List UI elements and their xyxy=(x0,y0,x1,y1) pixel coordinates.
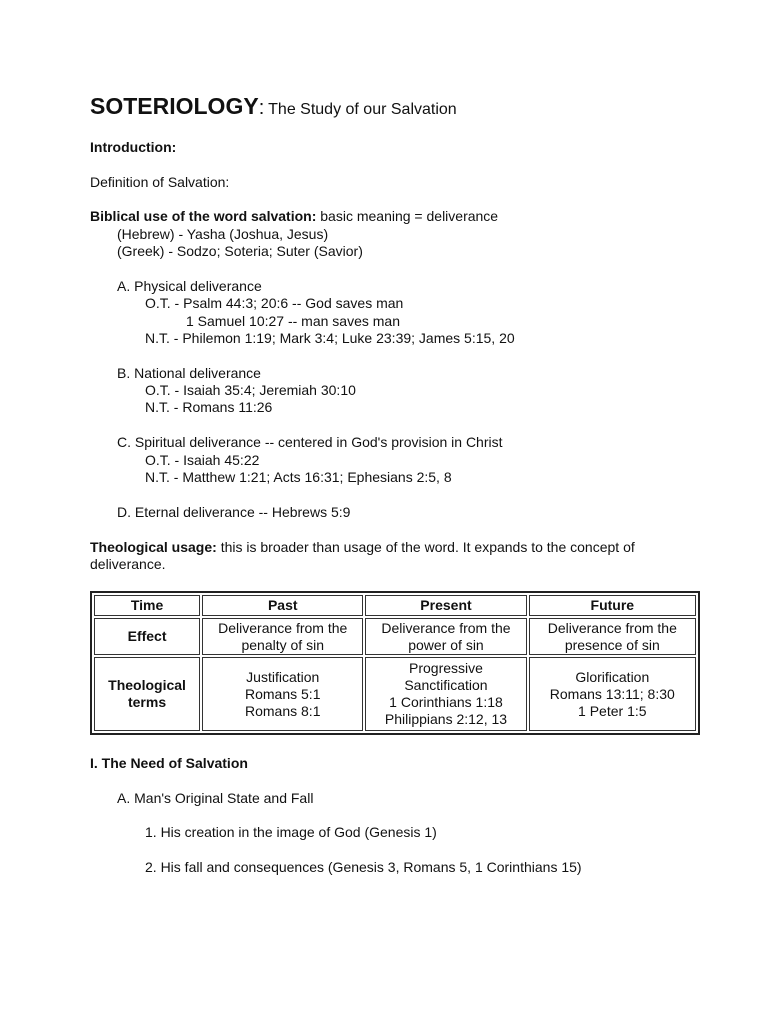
cell-line: power of sin xyxy=(408,636,484,653)
header-cell: Past xyxy=(202,595,363,616)
theological-usage-line xyxy=(90,539,635,556)
row-label-line: terms xyxy=(127,694,167,710)
cell-line: 1 Corinthians 1:18 xyxy=(389,694,503,710)
spiritual-nt: N.T. - Matthew 1:21; Acts 16:31; Ephesians 2:5, 8 xyxy=(145,469,452,485)
definition-line: Definition of Salvation: xyxy=(90,174,230,190)
cell-line: Romans 8:1 xyxy=(245,702,321,719)
section-subheading-a: A. Man's Original State and Fall xyxy=(117,790,314,806)
table-row-terms xyxy=(94,657,696,731)
section-heading-need: I. The Need of Salvation xyxy=(90,755,248,771)
cell-line: Philippians 2:12, 13 xyxy=(384,711,508,727)
cell-line: Romans 5:1 xyxy=(245,685,321,702)
cell-line: Deliverance from the xyxy=(218,619,348,636)
biblical-use-label: Biblical use of the word salvation: xyxy=(90,208,317,224)
cell-line: Glorification xyxy=(575,668,650,685)
table-header-row xyxy=(94,595,696,616)
cell-line: Deliverance from the xyxy=(381,619,511,636)
spiritual-ot: O.T. - Isaiah 45:22 xyxy=(145,452,260,468)
header-cell: Present xyxy=(365,595,526,616)
section-item-1: 1. His creation in the image of God (Genesis 1) xyxy=(145,824,437,840)
row-label-line: Theological xyxy=(108,677,186,693)
salvation-table xyxy=(90,591,700,735)
theological-usage-text: this is broader than usage of the word. It expands to the concept of xyxy=(216,539,635,555)
cell-line: penalty of sin xyxy=(241,636,324,653)
biblical-use-text: basic meaning = deliverance xyxy=(316,208,499,224)
table-cell xyxy=(529,657,696,731)
row-label-terms xyxy=(94,657,200,731)
table-cell xyxy=(365,657,526,731)
cell-line: 1 Peter 1:5 xyxy=(578,702,647,719)
physical-ot-2: 1 Samuel 10:27 -- man saves man xyxy=(186,313,400,329)
physical-nt: N.T. - Philemon 1:19; Mark 3:4; Luke 23:39; James 5:15, 20 xyxy=(145,330,515,346)
cell-line: Progressive xyxy=(409,660,483,676)
cell-line: presence of sin xyxy=(564,636,660,653)
row-label-effect: Effect xyxy=(94,618,200,655)
cell-line: Romans 13:11; 8:30 xyxy=(549,685,675,702)
physical-ot: O.T. - Psalm 44:3; 20:6 -- God saves man xyxy=(145,295,404,311)
header-cell: Time xyxy=(94,595,200,616)
national-deliverance-title: B. National deliverance xyxy=(117,365,261,381)
spiritual-deliverance-title: C. Spiritual deliverance -- centered in God's provision in Christ xyxy=(117,434,503,450)
cell-line: Deliverance from the xyxy=(547,619,677,636)
hebrew-line: (Hebrew) - Yasha (Joshua, Jesus) xyxy=(117,226,329,242)
title-subtitle: The Study of our Salvation xyxy=(268,101,457,118)
theological-usage-label: Theological usage: xyxy=(90,539,217,555)
theological-usage-line-2: deliverance. xyxy=(90,556,166,572)
table-cell xyxy=(529,618,696,655)
biblical-use-line xyxy=(90,208,498,225)
title-colon: : xyxy=(258,97,265,119)
table-cell xyxy=(365,618,526,655)
title-main: SOTERIOLOGY xyxy=(90,93,259,119)
cell-line: Sanctification xyxy=(404,677,488,693)
eternal-deliverance-title: D. Eternal deliverance -- Hebrews 5:9 xyxy=(117,504,351,520)
intro-heading: Introduction: xyxy=(90,139,177,155)
greek-line: (Greek) - Sodzo; Soteria; Suter (Savior) xyxy=(117,243,363,259)
table-cell xyxy=(202,657,363,731)
page-title xyxy=(90,92,457,124)
national-nt: N.T. - Romans 11:26 xyxy=(145,399,273,415)
national-ot: O.T. - Isaiah 35:4; Jeremiah 30:10 xyxy=(145,382,356,398)
cell-line: Justification xyxy=(246,668,320,685)
physical-deliverance-title: A. Physical deliverance xyxy=(117,278,262,294)
header-cell: Future xyxy=(529,595,696,616)
table-row-effect xyxy=(94,618,696,655)
table-cell xyxy=(202,618,363,655)
section-item-2: 2. His fall and consequences (Genesis 3, Romans 5, 1 Corinthians 15) xyxy=(145,859,582,875)
